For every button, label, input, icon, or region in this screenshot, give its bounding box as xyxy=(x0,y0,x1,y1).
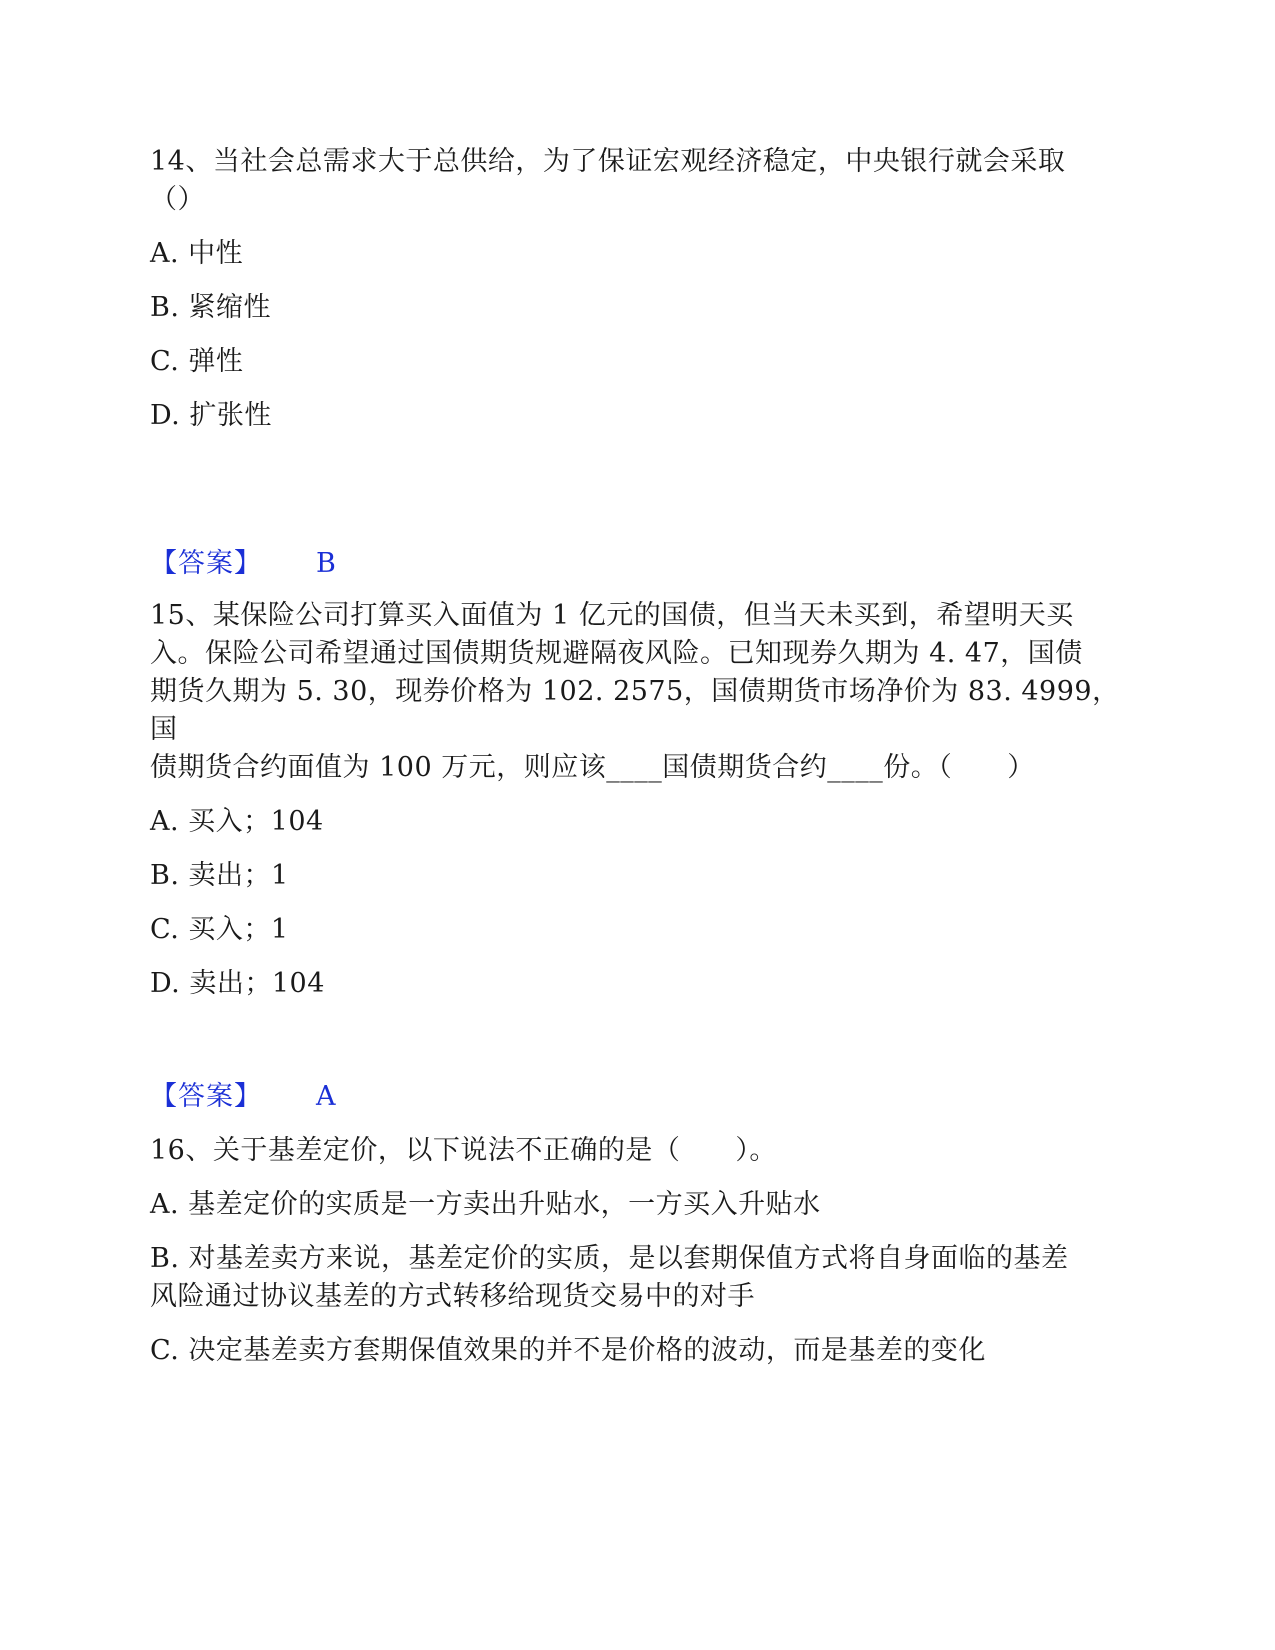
option-d: D. 卖出；104 xyxy=(150,968,325,999)
option-a: A. 买入；104 xyxy=(150,806,324,837)
option-c: C. 买入；1 xyxy=(150,914,289,945)
question-stem: 16、关于基差定价，以下说法不正确的是（ ）。 xyxy=(150,1135,777,1166)
question-stem-line2: 入。保险公司希望通过国债期货规避隔夜风险。已知现券久期为 4. 47，国债 xyxy=(150,638,1083,669)
question-stem-line4: 债期货合约面值为 100 万元，则应该____国债期货合约____份。（ ） xyxy=(150,752,1035,783)
question-stem-line2: （） xyxy=(150,184,205,215)
answer-line xyxy=(150,1078,336,1116)
option-b: B. 对基差卖方来说，基差定价的实质，是以套期保值方式将自身面临的基差 xyxy=(150,1243,1069,1274)
answer-value: A xyxy=(316,1081,336,1112)
option-b: B. 卖出；1 xyxy=(150,860,289,891)
option-c: C. 弹性 xyxy=(150,346,244,377)
question-16 xyxy=(150,1132,1130,1370)
option-b-continued: 风险通过协议基差的方式转移给现货交易中的对手 xyxy=(150,1281,755,1312)
answer-line xyxy=(150,545,336,583)
answer-label: 【答案】 xyxy=(150,1081,262,1112)
question-14 xyxy=(150,143,1130,435)
question-stem-line1: 15、某保险公司打算买入面值为 1 亿元的国债，但当天未买到，希望明天买 xyxy=(150,600,1074,631)
answer-label: 【答案】 xyxy=(150,548,262,579)
question-stem-line3: 期货久期为 5. 30，现券价格为 102. 2575，国债期货市场净价为 83. 4999，国 xyxy=(150,676,1120,745)
option-d: D. 扩张性 xyxy=(150,400,272,431)
option-a: A. 基差定价的实质是一方卖出升贴水，一方买入升贴水 xyxy=(150,1189,821,1220)
question-stem: 14、当社会总需求大于总供给，为了保证宏观经济稳定，中央银行就会采取 xyxy=(150,146,1066,177)
question-15 xyxy=(150,597,1130,1003)
option-c: C. 决定基差卖方套期保值效果的并不是价格的波动，而是基差的变化 xyxy=(150,1335,986,1366)
option-a: A. 中性 xyxy=(150,238,244,269)
option-b: B. 紧缩性 xyxy=(150,292,272,323)
answer-value: B xyxy=(316,548,336,579)
